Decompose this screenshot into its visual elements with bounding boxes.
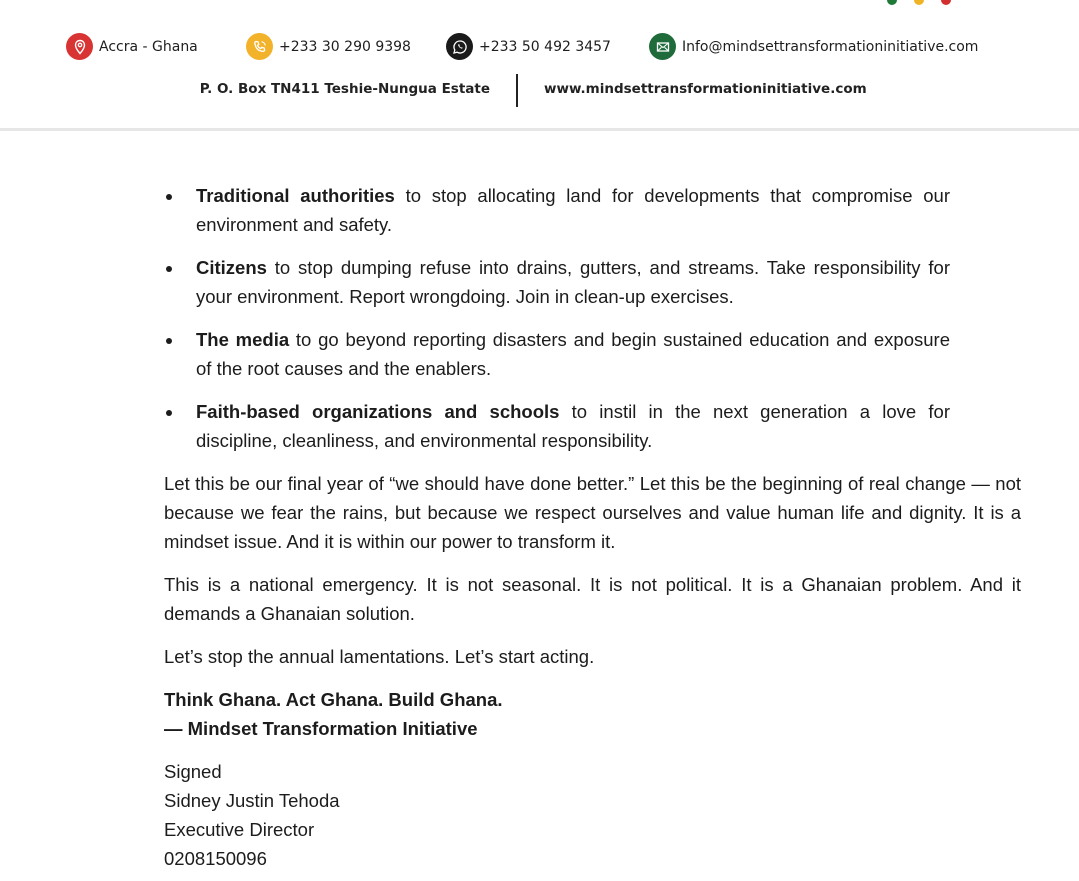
address-divider — [516, 74, 518, 107]
postal-address: P. O. Box TN411 Teshie-Nungua Estate — [199, 81, 490, 97]
email-icon — [649, 33, 676, 60]
website-link[interactable]: www.mindsettransformationinitiative.com — [544, 81, 867, 97]
list-item: Traditional authorities to stop allocating land for developments that compromise our environment and safety. — [164, 181, 950, 239]
whatsapp-text[interactable]: +233 50 492 3457 — [479, 38, 611, 55]
paragraph-final-year: Let this be our final year of “we should have done better.” Let this be the beginning of real change — not because we fear the rains, but because we respect ourselves and value human life and dignity. It is a mindset issue. And it is within our power to transform it. — [164, 473, 1021, 552]
address-row — [0, 74, 1079, 108]
contact-whatsapp — [446, 33, 611, 60]
paragraph-national-emergency: This is a national emergency. It is not seasonal. It is not political. It is a Ghanaian problem. And it demands a Ghanaian solution. — [164, 574, 1021, 624]
slogan — [164, 685, 1021, 743]
whatsapp-icon — [446, 33, 473, 60]
signatory-phone: 0208150096 — [164, 848, 267, 869]
signatory-name: Sidney Justin Tehoda — [164, 790, 340, 811]
slogan-line: Think Ghana. Act Ghana. Build Ghana. — [164, 689, 503, 710]
signed-label: Signed — [164, 761, 222, 782]
email-text[interactable]: Info@mindsettransformationinitiative.com — [682, 38, 979, 55]
location-text: Accra - Ghana — [99, 38, 198, 55]
call-to-action-list — [164, 181, 950, 455]
signatory-title: Executive Director — [164, 819, 315, 840]
paragraph-start-acting: Let’s stop the annual lamentations. Let’s start acting. — [164, 646, 595, 667]
phone-text[interactable]: +233 30 290 9398 — [279, 38, 411, 55]
slogan-attribution: — Mindset Transformation Initiative — [164, 718, 478, 739]
location-pin-icon — [66, 33, 93, 60]
list-item: The media to go beyond reporting disasters and begin sustained education and exposure of the root causes and the enablers. — [164, 325, 950, 383]
phone-icon — [246, 33, 273, 60]
list-item: Faith-based organizations and schools to instil in the next generation a love for discipline, cleanliness, and environmental responsibility. — [164, 397, 950, 455]
contact-phone — [246, 33, 411, 60]
contact-email — [649, 33, 978, 60]
letter-body — [164, 181, 1021, 873]
signature-block — [164, 757, 1021, 873]
letterhead — [0, 0, 1079, 131]
contact-location — [66, 33, 198, 60]
list-item: Citizens to stop dumping refuse into drains, gutters, and streams. Take responsibility for your environment. Report wrongdoing. Join in clean-up exercises. — [164, 253, 950, 311]
